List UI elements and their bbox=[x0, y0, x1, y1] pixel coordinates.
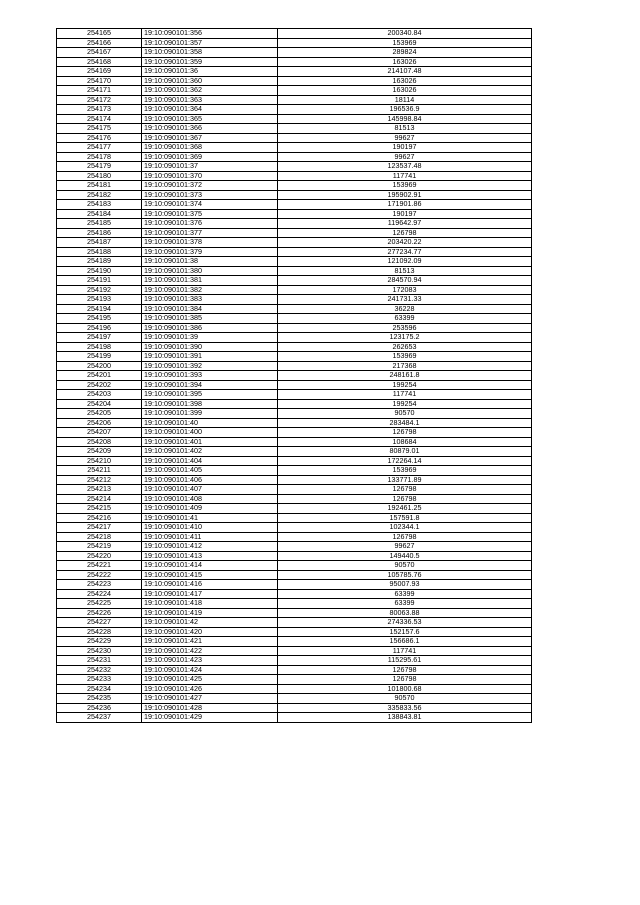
cadastral-number-cell: 19:10:090101:394 bbox=[142, 380, 278, 390]
table-row bbox=[57, 532, 532, 542]
row-number-cell: 254193 bbox=[57, 295, 142, 305]
row-number-cell: 254232 bbox=[57, 665, 142, 675]
table-row bbox=[57, 152, 532, 162]
row-number-cell: 254177 bbox=[57, 143, 142, 153]
row-number-cell: 254165 bbox=[57, 29, 142, 39]
table-row bbox=[57, 105, 532, 115]
value-cell: 153969 bbox=[278, 38, 532, 48]
cadastral-number-cell: 19:10:090101:368 bbox=[142, 143, 278, 153]
value-cell: 196536.9 bbox=[278, 105, 532, 115]
table-row bbox=[57, 456, 532, 466]
cadastral-number-cell: 19:10:090101:380 bbox=[142, 266, 278, 276]
cadastral-number-cell: 19:10:090101:410 bbox=[142, 523, 278, 533]
value-cell: 115295.61 bbox=[278, 656, 532, 666]
cadastral-number-cell: 19:10:090101:420 bbox=[142, 627, 278, 637]
cadastral-number-cell: 19:10:090101:386 bbox=[142, 323, 278, 333]
table-row bbox=[57, 114, 532, 124]
value-cell: 80063.88 bbox=[278, 608, 532, 618]
table-row bbox=[57, 143, 532, 153]
row-number-cell: 254186 bbox=[57, 228, 142, 238]
cadastral-number-cell: 19:10:090101:402 bbox=[142, 447, 278, 457]
table-row bbox=[57, 285, 532, 295]
value-cell: 157591.8 bbox=[278, 513, 532, 523]
cadastral-number-cell: 19:10:090101:385 bbox=[142, 314, 278, 324]
cadastral-number-cell: 19:10:090101:41 bbox=[142, 513, 278, 523]
row-number-cell: 254182 bbox=[57, 190, 142, 200]
value-cell: 102344.1 bbox=[278, 523, 532, 533]
cadastral-number-cell: 19:10:090101:411 bbox=[142, 532, 278, 542]
table-row bbox=[57, 133, 532, 143]
value-cell: 199254 bbox=[278, 399, 532, 409]
value-cell: 99627 bbox=[278, 152, 532, 162]
value-cell: 163026 bbox=[278, 86, 532, 96]
table-row bbox=[57, 57, 532, 67]
table-row bbox=[57, 513, 532, 523]
table-row bbox=[57, 67, 532, 77]
cadastral-number-cell: 19:10:090101:384 bbox=[142, 304, 278, 314]
row-number-cell: 254166 bbox=[57, 38, 142, 48]
table-row bbox=[57, 551, 532, 561]
cadastral-number-cell: 19:10:090101:412 bbox=[142, 542, 278, 552]
row-number-cell: 254218 bbox=[57, 532, 142, 542]
value-cell: 289824 bbox=[278, 48, 532, 58]
table-row bbox=[57, 209, 532, 219]
cadastral-number-cell: 19:10:090101:424 bbox=[142, 665, 278, 675]
value-cell: 126798 bbox=[278, 675, 532, 685]
row-number-cell: 254225 bbox=[57, 599, 142, 609]
cadastral-number-cell: 19:10:090101:414 bbox=[142, 561, 278, 571]
cadastral-number-cell: 19:10:090101:422 bbox=[142, 646, 278, 656]
value-cell: 90570 bbox=[278, 409, 532, 419]
cadastral-number-cell: 19:10:090101:37 bbox=[142, 162, 278, 172]
row-number-cell: 254209 bbox=[57, 447, 142, 457]
cadastral-number-cell: 19:10:090101:408 bbox=[142, 494, 278, 504]
row-number-cell: 254222 bbox=[57, 570, 142, 580]
row-number-cell: 254198 bbox=[57, 342, 142, 352]
cadastral-number-cell: 19:10:090101:413 bbox=[142, 551, 278, 561]
cadastral-number-cell: 19:10:090101:423 bbox=[142, 656, 278, 666]
cadastral-value-table bbox=[56, 28, 532, 723]
row-number-cell: 254190 bbox=[57, 266, 142, 276]
table-row bbox=[57, 323, 532, 333]
row-number-cell: 254184 bbox=[57, 209, 142, 219]
value-cell: 163026 bbox=[278, 76, 532, 86]
table-row bbox=[57, 228, 532, 238]
cadastral-number-cell: 19:10:090101:392 bbox=[142, 361, 278, 371]
row-number-cell: 254199 bbox=[57, 352, 142, 362]
value-cell: 126798 bbox=[278, 665, 532, 675]
value-cell: 145998.84 bbox=[278, 114, 532, 124]
row-number-cell: 254226 bbox=[57, 608, 142, 618]
row-number-cell: 254211 bbox=[57, 466, 142, 476]
table-row bbox=[57, 399, 532, 409]
row-number-cell: 254216 bbox=[57, 513, 142, 523]
table-row bbox=[57, 485, 532, 495]
cadastral-number-cell: 19:10:090101:366 bbox=[142, 124, 278, 134]
value-cell: 81513 bbox=[278, 124, 532, 134]
row-number-cell: 254207 bbox=[57, 428, 142, 438]
value-cell: 63399 bbox=[278, 599, 532, 609]
row-number-cell: 254236 bbox=[57, 703, 142, 713]
value-cell: 105785.76 bbox=[278, 570, 532, 580]
table-row bbox=[57, 304, 532, 314]
table-row bbox=[57, 162, 532, 172]
table-row bbox=[57, 190, 532, 200]
cadastral-number-cell: 19:10:090101:398 bbox=[142, 399, 278, 409]
cadastral-number-cell: 19:10:090101:383 bbox=[142, 295, 278, 305]
table-row bbox=[57, 646, 532, 656]
value-cell: 99627 bbox=[278, 133, 532, 143]
cadastral-number-cell: 19:10:090101:370 bbox=[142, 171, 278, 181]
value-cell: 119642.97 bbox=[278, 219, 532, 229]
table-row bbox=[57, 342, 532, 352]
row-number-cell: 254212 bbox=[57, 475, 142, 485]
table-row bbox=[57, 352, 532, 362]
value-cell: 121092.09 bbox=[278, 257, 532, 267]
cadastral-number-cell: 19:10:090101:417 bbox=[142, 589, 278, 599]
value-cell: 123175.2 bbox=[278, 333, 532, 343]
table-row bbox=[57, 447, 532, 457]
row-number-cell: 254189 bbox=[57, 257, 142, 267]
table-row bbox=[57, 627, 532, 637]
cadastral-number-cell: 19:10:090101:391 bbox=[142, 352, 278, 362]
cadastral-number-cell: 19:10:090101:401 bbox=[142, 437, 278, 447]
value-cell: 248161.8 bbox=[278, 371, 532, 381]
value-cell: 108684 bbox=[278, 437, 532, 447]
row-number-cell: 254227 bbox=[57, 618, 142, 628]
cadastral-number-cell: 19:10:090101:356 bbox=[142, 29, 278, 39]
cadastral-number-cell: 19:10:090101:375 bbox=[142, 209, 278, 219]
table-row bbox=[57, 599, 532, 609]
cadastral-number-cell: 19:10:090101:365 bbox=[142, 114, 278, 124]
cadastral-number-cell: 19:10:090101:42 bbox=[142, 618, 278, 628]
table-row bbox=[57, 589, 532, 599]
cadastral-number-cell: 19:10:090101:428 bbox=[142, 703, 278, 713]
cadastral-number-cell: 19:10:090101:374 bbox=[142, 200, 278, 210]
table-row bbox=[57, 95, 532, 105]
table-row bbox=[57, 561, 532, 571]
value-cell: 90570 bbox=[278, 561, 532, 571]
cadastral-number-cell: 19:10:090101:393 bbox=[142, 371, 278, 381]
value-cell: 138843.81 bbox=[278, 713, 532, 723]
cadastral-number-cell: 19:10:090101:400 bbox=[142, 428, 278, 438]
row-number-cell: 254201 bbox=[57, 371, 142, 381]
table-row bbox=[57, 238, 532, 248]
value-cell: 101800.68 bbox=[278, 684, 532, 694]
value-cell: 203420.22 bbox=[278, 238, 532, 248]
row-number-cell: 254197 bbox=[57, 333, 142, 343]
cadastral-number-cell: 19:10:090101:418 bbox=[142, 599, 278, 609]
cadastral-number-cell: 19:10:090101:40 bbox=[142, 418, 278, 428]
cadastral-number-cell: 19:10:090101:376 bbox=[142, 219, 278, 229]
value-cell: 217368 bbox=[278, 361, 532, 371]
cadastral-number-cell: 19:10:090101:382 bbox=[142, 285, 278, 295]
value-cell: 63399 bbox=[278, 589, 532, 599]
row-number-cell: 254181 bbox=[57, 181, 142, 191]
table-row bbox=[57, 295, 532, 305]
row-number-cell: 254175 bbox=[57, 124, 142, 134]
value-cell: 81513 bbox=[278, 266, 532, 276]
table-row bbox=[57, 580, 532, 590]
row-number-cell: 254231 bbox=[57, 656, 142, 666]
cadastral-number-cell: 19:10:090101:362 bbox=[142, 86, 278, 96]
value-cell: 36228 bbox=[278, 304, 532, 314]
row-number-cell: 254237 bbox=[57, 713, 142, 723]
value-cell: 152157.6 bbox=[278, 627, 532, 637]
cadastral-number-cell: 19:10:090101:427 bbox=[142, 694, 278, 704]
table-row bbox=[57, 523, 532, 533]
row-number-cell: 254194 bbox=[57, 304, 142, 314]
value-cell: 163026 bbox=[278, 57, 532, 67]
table-row bbox=[57, 219, 532, 229]
value-cell: 153969 bbox=[278, 466, 532, 476]
table-row bbox=[57, 608, 532, 618]
value-cell: 95007.93 bbox=[278, 580, 532, 590]
cadastral-number-cell: 19:10:090101:367 bbox=[142, 133, 278, 143]
row-number-cell: 254203 bbox=[57, 390, 142, 400]
table-row bbox=[57, 494, 532, 504]
row-number-cell: 254204 bbox=[57, 399, 142, 409]
value-cell: 123537.48 bbox=[278, 162, 532, 172]
table-row bbox=[57, 200, 532, 210]
row-number-cell: 254223 bbox=[57, 580, 142, 590]
cadastral-number-cell: 19:10:090101:378 bbox=[142, 238, 278, 248]
row-number-cell: 254167 bbox=[57, 48, 142, 58]
value-cell: 153969 bbox=[278, 352, 532, 362]
table-row bbox=[57, 703, 532, 713]
value-cell: 117741 bbox=[278, 390, 532, 400]
value-cell: 126798 bbox=[278, 485, 532, 495]
table-row bbox=[57, 466, 532, 476]
value-cell: 171901.86 bbox=[278, 200, 532, 210]
table-row bbox=[57, 390, 532, 400]
cadastral-number-cell: 19:10:090101:357 bbox=[142, 38, 278, 48]
cadastral-number-cell: 19:10:090101:364 bbox=[142, 105, 278, 115]
table-row bbox=[57, 380, 532, 390]
row-number-cell: 254169 bbox=[57, 67, 142, 77]
row-number-cell: 254168 bbox=[57, 57, 142, 67]
value-cell: 99627 bbox=[278, 542, 532, 552]
row-number-cell: 254170 bbox=[57, 76, 142, 86]
cadastral-number-cell: 19:10:090101:369 bbox=[142, 152, 278, 162]
row-number-cell: 254229 bbox=[57, 637, 142, 647]
table-row bbox=[57, 437, 532, 447]
row-number-cell: 254172 bbox=[57, 95, 142, 105]
value-cell: 335833.56 bbox=[278, 703, 532, 713]
row-number-cell: 254192 bbox=[57, 285, 142, 295]
row-number-cell: 254178 bbox=[57, 152, 142, 162]
row-number-cell: 254188 bbox=[57, 247, 142, 257]
table-row bbox=[57, 29, 532, 39]
cadastral-number-cell: 19:10:090101:419 bbox=[142, 608, 278, 618]
row-number-cell: 254173 bbox=[57, 105, 142, 115]
cadastral-number-cell: 19:10:090101:373 bbox=[142, 190, 278, 200]
value-cell: 241731.33 bbox=[278, 295, 532, 305]
value-cell: 63399 bbox=[278, 314, 532, 324]
value-cell: 172264.14 bbox=[278, 456, 532, 466]
cadastral-number-cell: 19:10:090101:429 bbox=[142, 713, 278, 723]
value-cell: 149440.5 bbox=[278, 551, 532, 561]
cadastral-number-cell: 19:10:090101:426 bbox=[142, 684, 278, 694]
row-number-cell: 254210 bbox=[57, 456, 142, 466]
cadastral-number-cell: 19:10:090101:36 bbox=[142, 67, 278, 77]
table-row bbox=[57, 665, 532, 675]
table-row bbox=[57, 542, 532, 552]
value-cell: 156686.1 bbox=[278, 637, 532, 647]
table-row bbox=[57, 428, 532, 438]
table-row bbox=[57, 694, 532, 704]
table-row bbox=[57, 257, 532, 267]
value-cell: 214107.48 bbox=[278, 67, 532, 77]
table-row bbox=[57, 684, 532, 694]
cadastral-number-cell: 19:10:090101:395 bbox=[142, 390, 278, 400]
value-cell: 277234.77 bbox=[278, 247, 532, 257]
row-number-cell: 254187 bbox=[57, 238, 142, 248]
row-number-cell: 254235 bbox=[57, 694, 142, 704]
table-row bbox=[57, 504, 532, 514]
table-row bbox=[57, 475, 532, 485]
table-row bbox=[57, 38, 532, 48]
value-cell: 199254 bbox=[278, 380, 532, 390]
value-cell: 195902.91 bbox=[278, 190, 532, 200]
table-row bbox=[57, 314, 532, 324]
table-row bbox=[57, 361, 532, 371]
table-row bbox=[57, 124, 532, 134]
table-row bbox=[57, 570, 532, 580]
table-row bbox=[57, 675, 532, 685]
row-number-cell: 254214 bbox=[57, 494, 142, 504]
value-cell: 200340.84 bbox=[278, 29, 532, 39]
value-cell: 274336.53 bbox=[278, 618, 532, 628]
value-cell: 117741 bbox=[278, 646, 532, 656]
table-body bbox=[57, 29, 532, 723]
cadastral-number-cell: 19:10:090101:363 bbox=[142, 95, 278, 105]
value-cell: 172083 bbox=[278, 285, 532, 295]
cadastral-number-cell: 19:10:090101:405 bbox=[142, 466, 278, 476]
row-number-cell: 254183 bbox=[57, 200, 142, 210]
value-cell: 126798 bbox=[278, 494, 532, 504]
row-number-cell: 254234 bbox=[57, 684, 142, 694]
row-number-cell: 254174 bbox=[57, 114, 142, 124]
table-row bbox=[57, 247, 532, 257]
table-row bbox=[57, 48, 532, 58]
row-number-cell: 254196 bbox=[57, 323, 142, 333]
table-row bbox=[57, 418, 532, 428]
cadastral-number-cell: 19:10:090101:404 bbox=[142, 456, 278, 466]
row-number-cell: 254217 bbox=[57, 523, 142, 533]
row-number-cell: 254208 bbox=[57, 437, 142, 447]
row-number-cell: 254185 bbox=[57, 219, 142, 229]
row-number-cell: 254213 bbox=[57, 485, 142, 495]
value-cell: 126798 bbox=[278, 228, 532, 238]
row-number-cell: 254224 bbox=[57, 589, 142, 599]
table-row bbox=[57, 276, 532, 286]
cadastral-number-cell: 19:10:090101:415 bbox=[142, 570, 278, 580]
cadastral-number-cell: 19:10:090101:390 bbox=[142, 342, 278, 352]
table-row bbox=[57, 333, 532, 343]
value-cell: 133771.89 bbox=[278, 475, 532, 485]
row-number-cell: 254233 bbox=[57, 675, 142, 685]
table-row bbox=[57, 86, 532, 96]
row-number-cell: 254219 bbox=[57, 542, 142, 552]
value-cell: 253596 bbox=[278, 323, 532, 333]
cadastral-number-cell: 19:10:090101:425 bbox=[142, 675, 278, 685]
cadastral-number-cell: 19:10:090101:372 bbox=[142, 181, 278, 191]
table-row bbox=[57, 409, 532, 419]
cadastral-number-cell: 19:10:090101:416 bbox=[142, 580, 278, 590]
value-cell: 153969 bbox=[278, 181, 532, 191]
cadastral-number-cell: 19:10:090101:381 bbox=[142, 276, 278, 286]
cadastral-number-cell: 19:10:090101:358 bbox=[142, 48, 278, 58]
cadastral-number-cell: 19:10:090101:360 bbox=[142, 76, 278, 86]
table-row bbox=[57, 266, 532, 276]
row-number-cell: 254179 bbox=[57, 162, 142, 172]
cadastral-number-cell: 19:10:090101:38 bbox=[142, 257, 278, 267]
table-row bbox=[57, 637, 532, 647]
cadastral-number-cell: 19:10:090101:377 bbox=[142, 228, 278, 238]
value-cell: 126798 bbox=[278, 428, 532, 438]
value-cell: 190197 bbox=[278, 143, 532, 153]
cadastral-number-cell: 19:10:090101:379 bbox=[142, 247, 278, 257]
cadastral-number-cell: 19:10:090101:421 bbox=[142, 637, 278, 647]
value-cell: 190197 bbox=[278, 209, 532, 219]
row-number-cell: 254195 bbox=[57, 314, 142, 324]
cadastral-number-cell: 19:10:090101:407 bbox=[142, 485, 278, 495]
row-number-cell: 254228 bbox=[57, 627, 142, 637]
cadastral-number-cell: 19:10:090101:359 bbox=[142, 57, 278, 67]
cadastral-number-cell: 19:10:090101:406 bbox=[142, 475, 278, 485]
table-row bbox=[57, 656, 532, 666]
row-number-cell: 254215 bbox=[57, 504, 142, 514]
value-cell: 117741 bbox=[278, 171, 532, 181]
row-number-cell: 254230 bbox=[57, 646, 142, 656]
value-cell: 80879.01 bbox=[278, 447, 532, 457]
value-cell: 126798 bbox=[278, 532, 532, 542]
row-number-cell: 254205 bbox=[57, 409, 142, 419]
cadastral-number-cell: 19:10:090101:409 bbox=[142, 504, 278, 514]
cadastral-number-cell: 19:10:090101:399 bbox=[142, 409, 278, 419]
table-row bbox=[57, 171, 532, 181]
table-row bbox=[57, 181, 532, 191]
row-number-cell: 254191 bbox=[57, 276, 142, 286]
row-number-cell: 254176 bbox=[57, 133, 142, 143]
table-row bbox=[57, 371, 532, 381]
row-number-cell: 254180 bbox=[57, 171, 142, 181]
value-cell: 90570 bbox=[278, 694, 532, 704]
row-number-cell: 254206 bbox=[57, 418, 142, 428]
row-number-cell: 254200 bbox=[57, 361, 142, 371]
row-number-cell: 254221 bbox=[57, 561, 142, 571]
table-row bbox=[57, 76, 532, 86]
row-number-cell: 254220 bbox=[57, 551, 142, 561]
value-cell: 192461.25 bbox=[278, 504, 532, 514]
row-number-cell: 254202 bbox=[57, 380, 142, 390]
value-cell: 262653 bbox=[278, 342, 532, 352]
table-row bbox=[57, 713, 532, 723]
table-row bbox=[57, 618, 532, 628]
value-cell: 18114 bbox=[278, 95, 532, 105]
row-number-cell: 254171 bbox=[57, 86, 142, 96]
value-cell: 283484.1 bbox=[278, 418, 532, 428]
value-cell: 284570.94 bbox=[278, 276, 532, 286]
cadastral-number-cell: 19:10:090101:39 bbox=[142, 333, 278, 343]
